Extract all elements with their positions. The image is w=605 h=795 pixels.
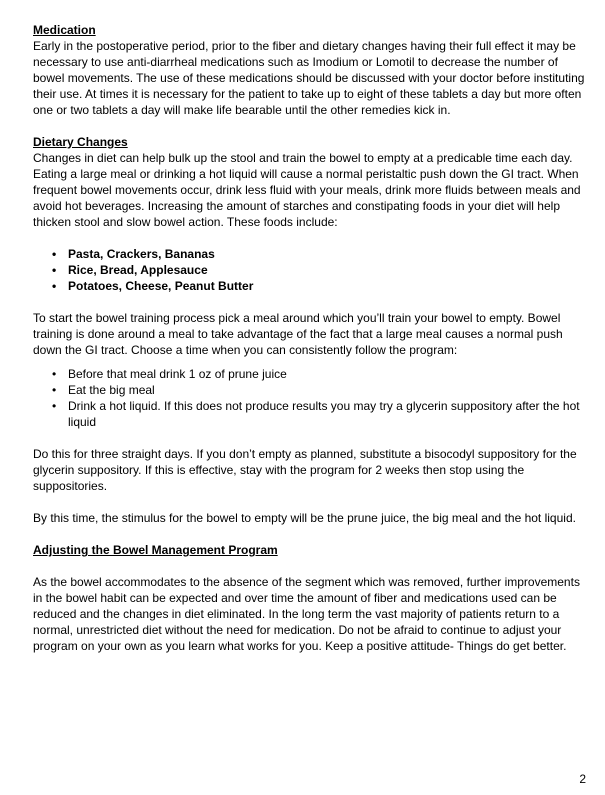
medication-paragraph: Early in the postoperative period, prior to the fiber and dietary changes having their full effect it may be necessary to use anti-diarrheal medications such as Imodium or Lomotil to decrease the number of bowel movements. The use of these medications should be discussed with your doctor before instituting their use. At times it is necessary for the patient to take up to eight of these tablets a day but more often one or two tablets a day will make life bearable until the other remedies kick in. (33, 39, 585, 117)
dietary-changes-paragraph: Changes in diet can help bulk up the stool and train the bowel to empty at a predicable time each day. Eating a large meal or drinking a hot liquid will cause a normal peristaltic push down the GI tract. When frequent bowel movements occur, drink less fluid with your meals, drink more fluids between meals and avoid hot beverages. Increasing the amount of starches and constipating foods in your diet will help thicken stool and slow bowel action. These foods include: (33, 151, 581, 229)
bowel-training-paragraph: To start the bowel training process pick a meal around which you’ll train your bowel to empty. Bowel training is done around a meal to take advantage of the fact that a large meal causes a normal push down the GI tract. Choose a time when you can consistently follow the program: (33, 311, 563, 357)
list-item: • Before that meal drink 1 oz of prune juice (52, 367, 287, 381)
stimulus-paragraph: By this time, the stimulus for the bowel to empty will be the prune juice, the big meal and the hot liquid. (33, 511, 576, 525)
adjusting-program-heading: Adjusting the Bowel Management Program (33, 543, 278, 557)
followup-paragraph: Do this for three straight days. If you don’t empty as planned, substitute a bisocodyl suppository for the glycerin suppository. If this is effective, stay with the program for 2 weeks then stop using the suppositories. (33, 447, 577, 493)
adjusting-program-paragraph: As the bowel accommodates to the absence of the segment which was removed, further improvements in the bowel habit can be expected and over time the amount of fiber and medications used can be reduced and the changes in diet eliminated. In the long term the vast majority of patients return to a normal, unrestricted diet without the need for medication. Do not be afraid to continue to adjust your program on your own as you learn what works for you. Keep a positive attitude- Things do get better. (33, 575, 580, 653)
bullet-icon: • (52, 383, 57, 397)
foods-list (33, 246, 588, 294)
bullet-icon: • (52, 247, 57, 261)
list-item: • Rice, Bread, Applesauce (52, 263, 208, 277)
list-item: • Potatoes, Cheese, Peanut Butter (52, 279, 254, 293)
dietary-changes-heading: Dietary Changes (33, 135, 128, 149)
list-item: • Drink a hot liquid. If this does not produce results you may try a glycerin suppository after the hot liquid (52, 399, 580, 429)
list-item: • Pasta, Crackers, Bananas (52, 247, 215, 261)
medication-heading: Medication (33, 23, 96, 37)
page-number: 2 (579, 772, 586, 786)
bullet-icon: • (52, 399, 57, 413)
bullet-icon: • (52, 279, 57, 293)
bullet-icon: • (52, 263, 57, 277)
document-page (33, 22, 588, 654)
bullet-icon: • (52, 367, 57, 381)
list-item: • Eat the big meal (52, 383, 155, 397)
training-steps-list (33, 366, 588, 430)
